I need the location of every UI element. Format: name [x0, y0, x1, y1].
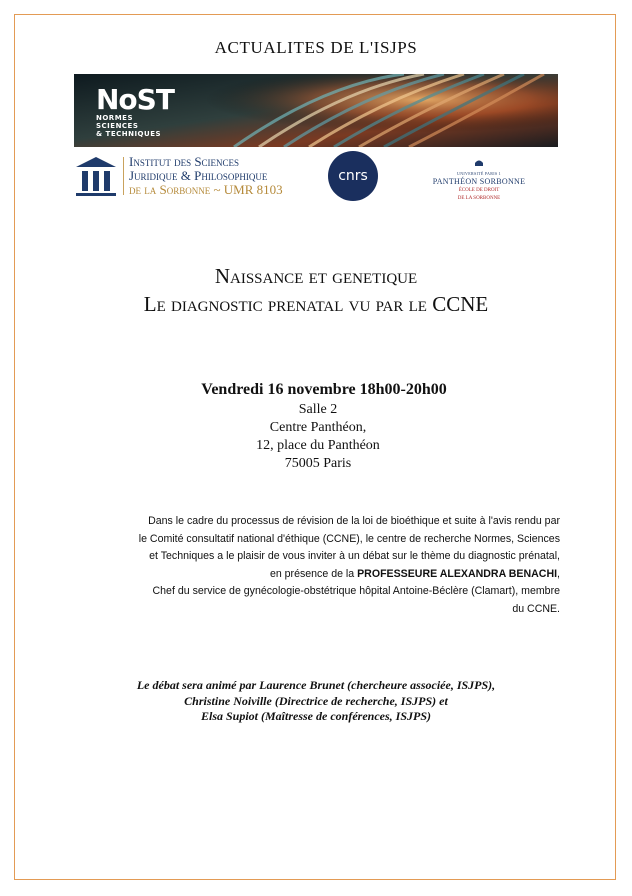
event-room: Salle 2	[298, 402, 338, 417]
title-line-1: Naissance et genetique	[214, 264, 418, 288]
event-address: 12, place du Panthéon	[256, 438, 380, 453]
isjps-separator	[123, 157, 124, 195]
nost-logo-sub-2: SCIENCES	[96, 122, 139, 130]
partner-logos	[74, 151, 558, 201]
event-title	[0, 262, 632, 318]
description-line-5: Chef du service de gynécologie-obstétrique hôpital Antoine-Béclère (Clamart), membre	[152, 585, 560, 597]
event-description	[60, 513, 560, 618]
pantheon-sorbonne-logo	[424, 153, 534, 202]
moderators-line-2: Christine Noiville (Directrice de recherche, ISJPS) et	[184, 693, 448, 708]
pantheon-dome-icon	[474, 158, 484, 166]
description-line-2: le Comité consultatif national d'éthique (CCNE), le centre de recherche Normes, Sciences	[138, 532, 560, 545]
description-line-1: Dans le cadre du processus de révision de la loi de bioéthique et suite à l'avis rendu par	[148, 515, 560, 527]
description-line-4-prefix: en présence de la	[269, 567, 358, 580]
event-city: 75005 Paris	[284, 456, 352, 471]
nost-logo-sub-1: NORMES	[96, 114, 133, 122]
nost-banner	[74, 74, 558, 147]
isjps-logo	[74, 155, 304, 199]
description-line-6: du CCNE.	[512, 602, 560, 615]
nost-logo-text: NoST	[96, 83, 174, 116]
isjps-line-2: Juridique & Philosophique	[129, 168, 268, 183]
nost-logo-sub-3: & TECHNIQUES	[96, 130, 162, 138]
pantheon-sub-2: DE LA SORBONNE	[457, 196, 501, 201]
nost-logo	[96, 83, 174, 138]
pantheon-sub-1: ÉCOLE DE DROIT	[458, 188, 500, 193]
cnrs-logo: cnrs	[328, 151, 378, 201]
pantheon-name: PANTHÉON SORBONNE	[432, 177, 526, 186]
description-line-3: et Techniques a le plaisir de vous inviter à un débat sur le thème du diagnostic prénatal,	[149, 550, 560, 562]
moderators-line-3: Elsa Supiot (Maîtresse de conférences, ISJPS)	[200, 709, 431, 723]
description-line-4-suffix: ,	[557, 567, 560, 580]
moderators	[0, 678, 632, 725]
isjps-line-3: de la Sorbonne ~ UMR 8103	[129, 182, 283, 197]
description-line-4	[60, 566, 560, 584]
guest-name: PROFESSEURE ALEXANDRA BENACHI	[357, 567, 558, 580]
page-header-title: ACTUALITES DE L'ISJPS	[214, 38, 418, 57]
isjps-line-1: Institut des Sciences	[129, 154, 240, 169]
title-line-2: Le diagnostic prenatal vu par le CCNE	[143, 292, 489, 316]
pantheon-top: UNIVERSITÉ PARIS 1	[457, 171, 501, 176]
isjps-columns-icon	[74, 155, 118, 197]
event-venue: Centre Panthéon,	[269, 420, 367, 435]
event-details	[0, 379, 632, 473]
isjps-name	[129, 155, 283, 197]
event-date: Vendredi 16 novembre 18h00-20h00	[201, 381, 447, 398]
moderators-line-1: Le débat sera animé par Laurence Brunet (chercheure associée, ISJPS),	[136, 678, 496, 692]
